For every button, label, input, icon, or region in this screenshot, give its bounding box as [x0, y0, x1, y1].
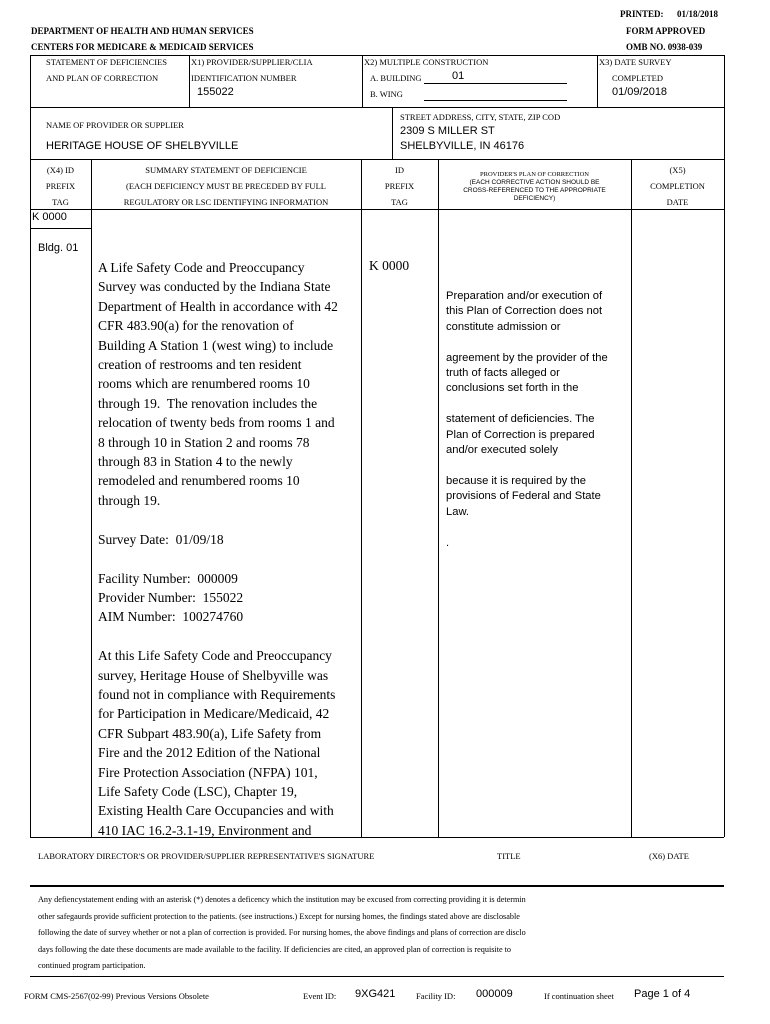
event-id-label: Event ID:	[303, 991, 337, 1001]
provider-name: HERITAGE HOUSE OF SHELBYVILLE	[46, 140, 239, 152]
director-signature-label: LABORATORY DIRECTOR'S OR PROVIDER/SUPPLIER REPRESENTATIVE'S SIGNATURE	[38, 851, 375, 861]
department-title: DEPARTMENT OF HEALTH AND HUMAN SERVICES	[31, 26, 254, 36]
building-label: A. BUILDING	[370, 73, 422, 83]
provider-name-label: NAME OF PROVIDER OR SUPPLIER	[46, 120, 184, 130]
survey-completed-date: 01/09/2018	[612, 86, 668, 98]
disclaimer-line: other safegaurds provide sufficient protection to the patients. (see instructions.) Except for nursing homes, the findings stated above are disclosable	[38, 911, 520, 921]
continuation-label: If continuation sheet	[544, 991, 614, 1001]
x4-prefix: PREFIX	[45, 181, 76, 191]
form-approved: FORM APPROVED	[626, 26, 706, 36]
centers-title: CENTERS FOR MEDICARE & MEDICAID SERVICES	[31, 42, 254, 52]
right-tag: K 0000	[369, 258, 410, 273]
poc-header-2: (EACH CORRECTIVE ACTION SHOULD BE	[469, 179, 600, 186]
address-street: 2309 S MILLER ST	[400, 125, 495, 137]
statement-label: STATEMENT OF DEFICIENCIES	[46, 57, 168, 67]
disclaimer-line: following the date of survey whether or not a plan of correction is provided. For nursing homes, the above findings and plans of correction are disclo	[38, 928, 526, 937]
clia-number: 155022	[197, 86, 234, 98]
x4-header: (X4) ID	[46, 165, 75, 175]
disclaimer	[38, 892, 728, 975]
x6-date-label: (X6) DATE	[649, 851, 689, 861]
event-id: 9XG421	[355, 988, 396, 1000]
page-number: Page 1 of 4	[634, 988, 691, 1000]
facility-id-label: Facility ID:	[416, 991, 456, 1001]
title-label: TITLE	[497, 851, 521, 861]
x3-label-2: COMPLETED	[612, 73, 663, 83]
id-prefix: PREFIX	[384, 181, 415, 191]
left-tag: K 0000	[32, 211, 67, 223]
x5-header: (X5)	[669, 165, 686, 175]
disclaimer-line: Any defiencystatement ending with an asterisk (*) denotes a deficency which the institution may be excused from correcting providing it is determin	[38, 895, 526, 904]
summary-header-2: (EACH DEFICIENCY MUST BE PRECEDED BY FULL	[126, 181, 326, 191]
x3-label: X3) DATE SURVEY	[599, 57, 672, 67]
summary-statement: A Life Safety Code and Preoccupancy Survey was conducted by the Indiana State Department of Health in accordance with 42 CFR 483.90(a) for the renovation of Building A Station 1 (west wing) to include creation of restrooms and ten resident rooms which are renumbered rooms 10 through 19. The renovation includes the relocation of twenty beds from rooms 1 and 8 through 10 in Station 2 and rooms 78 through 83 in Station 4 to the newly remodeled and renumbered rooms 10 through 19. Survey Date: 01/09/18 Facility Number: 000009 Provider Number: 155022 AIM Number: 100274760 At this Life Safety Code and Preoccupancy survey, Heritage House of Shelbyville was found not in compliance with Requirements for Participation in Medicare/Medicaid, 42 CFR Subpart 483.90(a), Life Safety from Fire and the 2012 Edition of the National Fire Protection Association (NFPA) 101, Life Safety Code (LSC), Chapter 19, Existing Health Care Occupancies and with 410 IAC 16.2-3.1-19, Environment and	[98, 260, 338, 838]
disclaimer-line: days following the date these documents are made available to the facility. If deficiencies are cited, an approved plan of correction is requisite to	[38, 944, 512, 954]
building-value: 01	[452, 70, 465, 82]
poc-header-3: CROSS-REFERENCED TO THE APPROPRIATE	[463, 187, 606, 194]
form-number: FORM CMS-2567(02-99) Previous Versions Obsolete	[24, 991, 209, 1001]
poc-header: PROVIDER'S PLAN OF CORRECTION	[480, 171, 589, 178]
printed-label: PRINTED:	[620, 9, 664, 19]
omb-number: OMB NO. 0938-039	[626, 42, 703, 52]
facility-id: 000009	[476, 988, 513, 1000]
address-city: SHELBYVILLE, IN 46176	[400, 140, 525, 152]
poc-header-4: DEFICIENCY)	[513, 195, 556, 202]
x1-label-2: IDENTIFICATION NUMBER	[191, 73, 297, 83]
wing-label: B. WING	[370, 89, 403, 99]
summary-header-3: REGULATORY OR LSC IDENTIFYING INFORMATION	[123, 197, 329, 207]
plan-label: AND PLAN OF CORRECTION	[46, 73, 159, 83]
printed-date: 01/18/2018	[677, 9, 719, 19]
x2-label: X2) MULTIPLE CONSTRUCTION	[364, 57, 489, 67]
x5-date: DATE	[666, 197, 689, 207]
plan-of-correction: Preparation and/or execution of this Plan of Correction does not constitute admission or agreement by the provider of the truth of facts alleged or conclusions set forth in the statement of deficiencies. The Plan of Correction is prepared and/or executed solely because it is required by the provisions of Federal and State Law. .	[446, 290, 608, 549]
id-tag: TAG	[391, 197, 408, 207]
building-number: Bldg. 01	[38, 242, 79, 254]
x1-label: X1) PROVIDER/SUPPLIER/CLIA	[191, 57, 313, 67]
x5-completion: COMPLETION	[650, 181, 705, 191]
address-label: STREET ADDRESS, CITY, STATE, ZIP COD	[400, 112, 561, 122]
id-header: ID	[395, 165, 404, 175]
summary-header: SUMMARY STATEMENT OF DEFICIENCIE	[145, 165, 307, 175]
disclaimer-line: continued program participation.	[38, 961, 146, 970]
x4-tag: TAG	[52, 197, 69, 207]
